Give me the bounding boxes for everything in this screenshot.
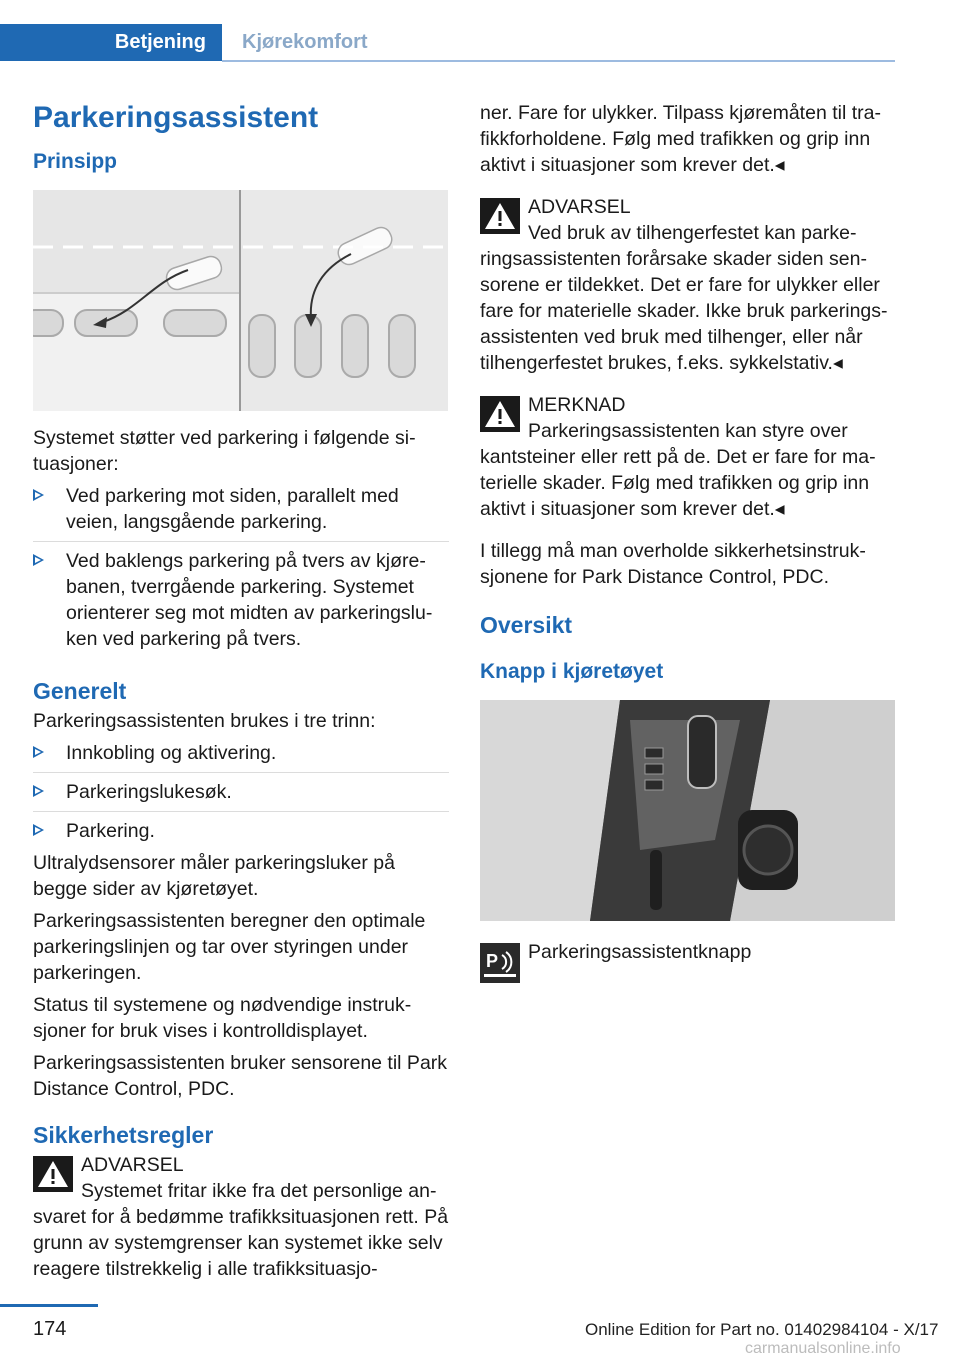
warning-label: ADVARSEL (81, 1154, 184, 1176)
triangle-bullet-icon (33, 821, 47, 839)
right-column (480, 100, 896, 971)
paragraph: Ultralydsensorer måler parkeringsluker på begge sider av kjøretøyet. (33, 852, 395, 900)
page-number: 174 (33, 1318, 67, 1340)
parking-assistant-button-icon (480, 943, 520, 983)
steps-list (33, 734, 449, 850)
continuation-text: ner. Fare for ulykker. Tilpass kjøremåten til tra-fikkforholdene. Følg med trafikken og grip inn aktivt i situasjoner som krever det.◂ (480, 102, 881, 176)
warning-label: ADVARSEL (528, 196, 631, 218)
tab-kjorekomfort[interactable]: Kjørekomfort (242, 31, 368, 53)
safety-heading: Sikkerhetsregler (33, 1122, 214, 1148)
tab-betjening[interactable]: Betjening (0, 24, 222, 61)
list-item: Ved baklengs parkering på tvers av kjøre-banen, tverrgående parkering. Systemet orienterer seg mot midten av parkeringslu-ken ved parkering på tvers. (33, 541, 449, 658)
header-divider (222, 60, 895, 62)
watermark: carmanualsonline.info (745, 1340, 901, 1357)
note-block (480, 392, 896, 522)
warning-triangle-icon (480, 198, 520, 234)
warning-triangle-icon (33, 1156, 73, 1192)
principle-heading: Prinsipp (33, 150, 118, 173)
warning-triangle-icon (480, 396, 520, 432)
button-heading: Knapp i kjøretøyet (480, 660, 664, 683)
warning-text: ringsassistenten forårsake skader siden sen-sorene er tildekket. Det er fare for ulykker eller fare for materielle skader. Ikke bruk parkerings-assistenten ved bruk med tilhenger, eller når tilhengerfestet brukes, f.eks. sykkelstativ.◂ (480, 248, 888, 374)
button-legend (480, 939, 896, 971)
list-item: Parkering. (33, 811, 449, 850)
page-title: Parkeringsassistent (33, 101, 319, 134)
left-column (33, 96, 449, 1282)
parking-diagram (33, 190, 448, 411)
paragraph: I tillegg må man overholde sikkerhetsinstruk-sjonene for Park Distance Control, PDC. (480, 540, 866, 588)
warning-block (480, 194, 896, 376)
note-text: kantsteiner eller rett på de. Det er fare for ma-terielle skader. Følg med trafikken og grip inn aktivt i situasjoner som krever det.◂ (480, 446, 876, 520)
overview-heading: Oversikt (480, 612, 573, 638)
svg-text:P: P (486, 951, 499, 971)
paragraph: Status til systemene og nødvendige instruk-sjoner for bruk vises i kontrolldisplayet. (33, 994, 412, 1042)
situations-list (33, 477, 449, 658)
parking-diagram-illustration (33, 190, 448, 411)
warning-first-line: Systemet fritar ikke fra det personlige an- (81, 1180, 437, 1202)
note-label: MERKNAD (528, 394, 626, 416)
general-intro: Parkeringsassistenten brukes i tre trinn: (33, 710, 376, 732)
warning-text: svaret for å bedømme trafikksituasjonen rett. På grunn av systemgrenser kan systemet ikke selv reagere tilstrekkelig i alle trafikksituasjo- (33, 1206, 449, 1280)
footer-divider (0, 1304, 98, 1307)
console-photo-illustration (480, 700, 895, 921)
console-photo (480, 700, 895, 921)
button-label: Parkeringsassistentknapp (528, 941, 752, 963)
warning-block (33, 1152, 449, 1282)
triangle-bullet-icon (33, 782, 47, 800)
warning-first-line: Ved bruk av tilhengerfestet kan parke- (528, 222, 857, 244)
triangle-bullet-icon (33, 486, 47, 504)
edition-text: Online Edition for Part no. 01402984104 - X/17 (585, 1320, 939, 1339)
list-item: Parkeringslukesøk. (33, 772, 449, 811)
triangle-bullet-icon (33, 743, 47, 761)
intro-text: Systemet støtter ved parkering i følgende si-tuasjoner: (33, 427, 416, 475)
general-heading: Generelt (33, 678, 127, 704)
list-item: Ved parkering mot siden, parallelt med veien, langsgående parkering. (33, 477, 449, 541)
page-header (0, 0, 895, 62)
triangle-bullet-icon (33, 551, 47, 569)
paragraph: Parkeringsassistenten bruker sensorene til Park Distance Control, PDC. (33, 1052, 448, 1100)
list-item: Innkobling og aktivering. (33, 734, 449, 772)
paragraph: Parkeringsassistenten beregner den optimale parkeringslinjen og tar over styringen under parkeringen. (33, 910, 426, 984)
note-first-line: Parkeringsassistenten kan styre over (528, 420, 848, 442)
